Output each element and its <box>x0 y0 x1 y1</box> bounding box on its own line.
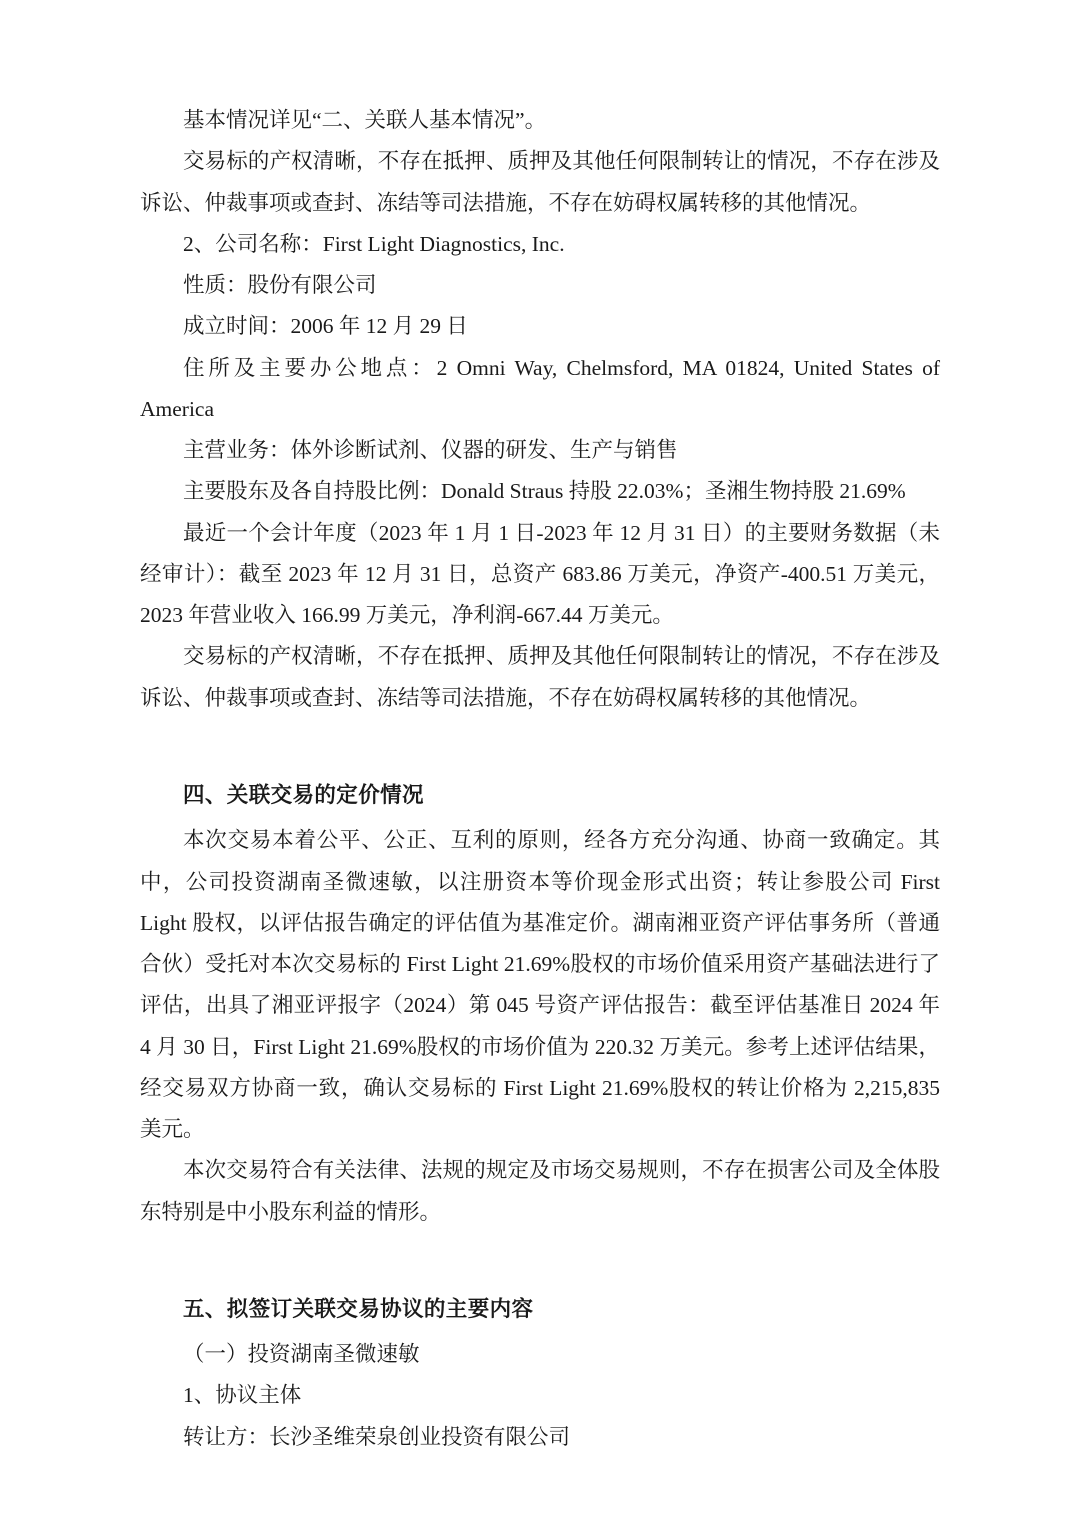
paragraph-basic-info-reference: 基本情况详见“二、关联人基本情况”。 <box>183 108 547 132</box>
section-spacer-five <box>140 1233 940 1259</box>
paragraph-ownership-clear-2: 交易标的产权清晰，不存在抵押、质押及其他任何限制转让的情况，不存在涉及诉讼、仲裁事项或查封、冻结等司法措施，不存在妨碍权属转移的其他情况。 <box>140 644 940 710</box>
paragraph-establish-date: 成立时间：2006 年 12 月 29 日 <box>183 314 468 339</box>
heading-section-five: 五、拟签订关联交易协议的主要内容 <box>183 1296 534 1321</box>
paragraph-company-name: 2、公司名称：First Light Diagnostics, Inc. <box>183 231 565 256</box>
paragraph-registered-address: 住所及主要办公地点：2 Omni Way, Chelmsford, MA 01824, United States of America <box>140 355 940 421</box>
heading-section-four: 四、关联交易的定价情况 <box>183 782 424 807</box>
paragraph-pricing-principle: 本次交易本着公平、公正、互利的原则，经各方充分沟通、协商一致确定。其中，公司投资湖南圣微速敏，以注册资本等价现金形式出资；转让参股公司 First Light 股权，以评估报告确定的评估值为基准定价。湖南湘亚资产评估事务所（普通合伙）受托对本次交易标的 First Light 21.69%股权的市场价值采用资产基础法进行了评估，出具了湘亚评报字（2024）第 045 号资产评估报告：截至评估基准日 2024 年 4 月 30 日，First Light 21.69%股权的市场价值为 220.32 万美元。参考上述评估结果，经交易双方协商一致，确认交易标的 First Light 21.69%股权的转让价格为 2,215,835 美元。 <box>140 828 940 1142</box>
paragraph-main-shareholders: 主要股东及各自持股比例：Donald Straus 持股 22.03%；圣湘生物持股 21.69% <box>183 479 906 504</box>
section-spacer-four <box>140 719 940 745</box>
paragraph-compliance-statement: 本次交易符合有关法律、法规的规定及市场交易规则，不存在损害公司及全体股东特别是中小股东利益的情形。 <box>140 1158 940 1224</box>
paragraph-transferor: 转让方：长沙圣维荣泉创业投资有限公司 <box>183 1424 571 1449</box>
paragraph-financial-data: 最近一个会计年度（2023 年 1 月 1 日-2023 年 12 月 31 日）的主要财务数据（未经审计）：截至 2023 年 12 月 31 日，总资产 683.86 万美元，净资产-400.51 万美元，2023 年营业收入 166.99 万美元，净利润-667.44 万美元。 <box>140 520 940 628</box>
paragraph-company-nature: 性质：股份有限公司 <box>183 273 377 298</box>
paragraph-subsection-invest: （一）投资湖南圣微速敏 <box>183 1342 420 1367</box>
document-body <box>140 100 940 1458</box>
paragraph-main-business: 主营业务：体外诊断试剂、仪器的研发、生产与销售 <box>183 438 678 463</box>
paragraph-ownership-clear-1: 交易标的产权清晰，不存在抵押、质押及其他任何限制转让的情况，不存在涉及诉讼、仲裁事项或查封、冻结等司法措施，不存在妨碍权属转移的其他情况。 <box>140 149 940 215</box>
paragraph-agreement-party-heading: 1、协议主体 <box>183 1383 302 1408</box>
